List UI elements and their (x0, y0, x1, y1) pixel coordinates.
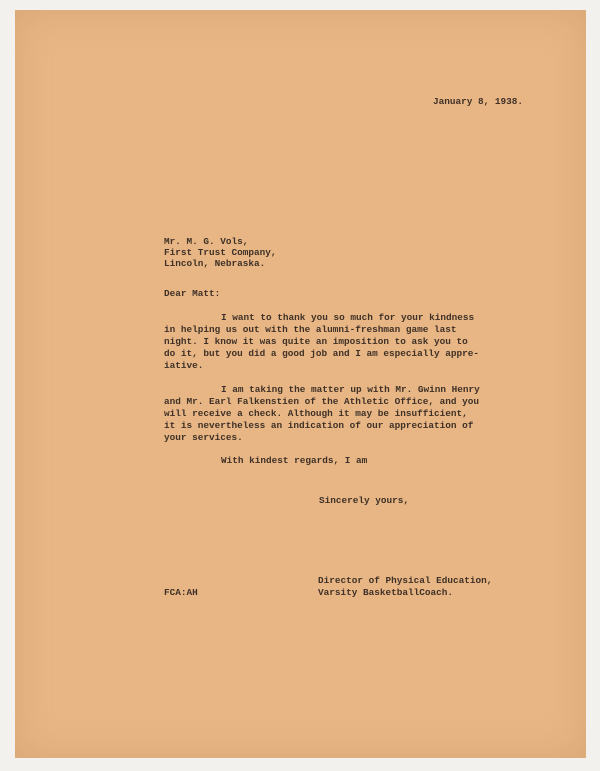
paragraph-2-line: and Mr. Earl Falkenstien of the Athletic Office, and you (164, 396, 480, 407)
recipient-name: Mr. M. G. Vols, (164, 236, 249, 247)
letter-date: January 8, 1938. (433, 96, 524, 107)
signature-title-line: Varsity BasketballCoach. (318, 587, 454, 598)
signature-title-line: Director of Physical Education, (318, 575, 493, 586)
closing-line: Sincerely yours, (319, 495, 410, 506)
paragraph-2-line: your services. (164, 432, 243, 443)
salutation: Dear Matt: (164, 288, 221, 299)
paragraph-1-line: I want to thank you so much for your kindness (221, 312, 475, 323)
paragraph-2-line: I am taking the matter up with Mr. Gwinn Henry (221, 384, 480, 395)
paragraph-2-line: it is nevertheless an indication of our appreciation of (164, 420, 474, 431)
recipient-city: Lincoln, Nebraska. (164, 258, 266, 269)
recipient-company: First Trust Company, (164, 247, 277, 258)
paragraph-1-line: do it, but you did a good job and I am especially appre- (164, 348, 480, 359)
paragraph-1-line: in helping us out with the alumni-freshman game last (164, 324, 457, 335)
paragraph-2-line: will receive a check. Although it may be insufficient, (164, 408, 468, 419)
paragraph-1-line: night. I know it was quite an imposition to ask you to (164, 336, 468, 347)
paragraph-1-line: iative. (164, 360, 204, 371)
typist-initials: FCA:AH (164, 587, 198, 598)
regards-line: With kindest regards, I am (221, 455, 368, 466)
